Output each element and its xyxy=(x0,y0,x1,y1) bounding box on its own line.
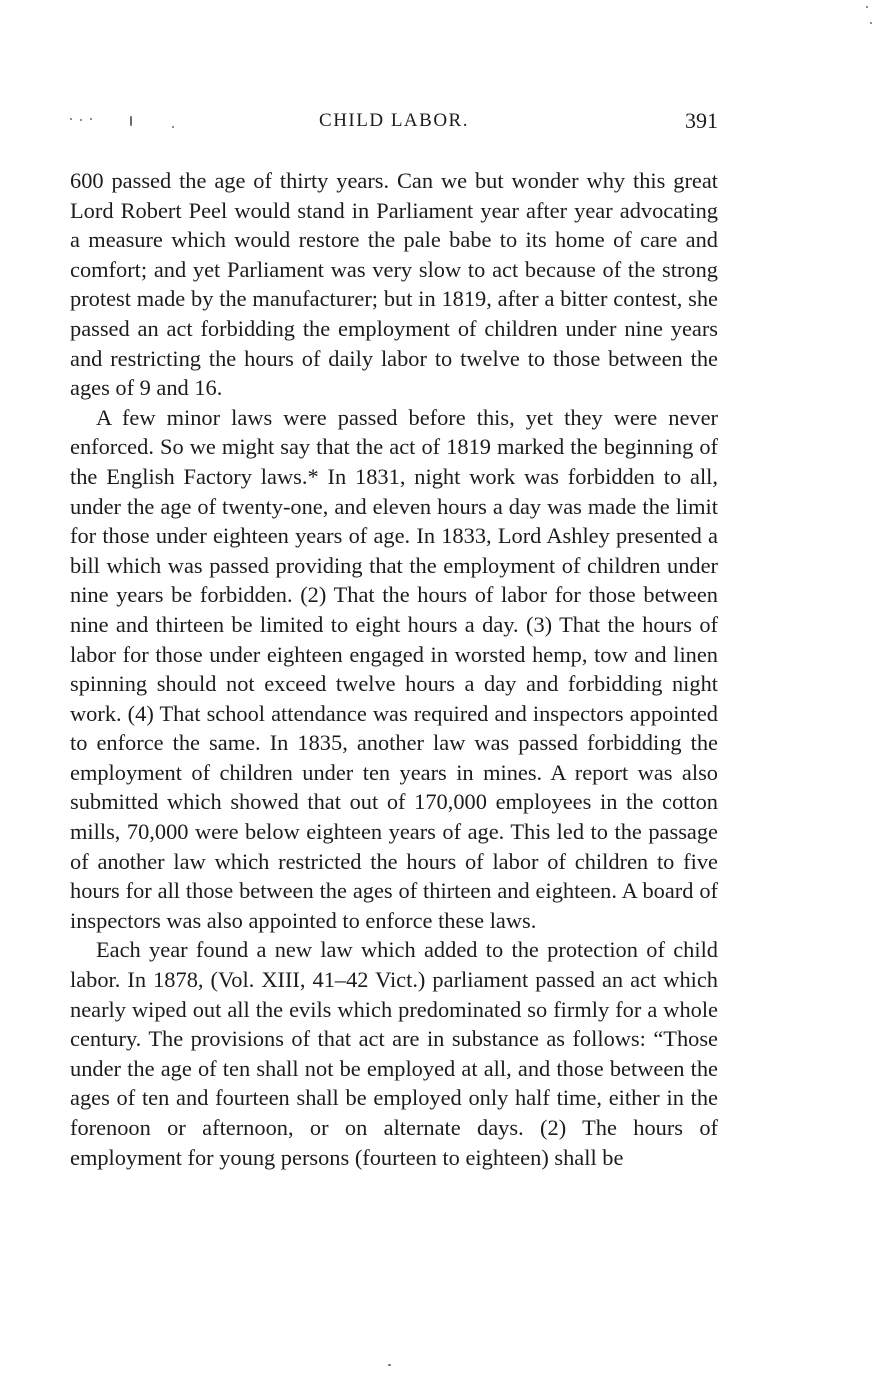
scan-speck xyxy=(90,118,92,120)
running-title: CHILD LABOR. xyxy=(319,110,469,131)
body-text xyxy=(70,166,718,1172)
paragraph-1: 600 passed the age of thirty years. Can we but wonder why this great Lord Robert Peel would stand in Parliament year after year advocating a measure which would restore the pale babe to its home of care and comfort; and yet Parliament was very slow to act because of the strong protest made by the manufacturer; but in 1819, after a bitter contest, she passed an act forbidding the employment of children under nine years and restricting the hours of daily labor to twelve to those between the ages of 9 and 16. xyxy=(70,168,718,401)
paragraph-3: Each year found a new law which added to the protection of child labor. In 1878, (Vol. XIII, 41–42 Vict.) parliament passed an act which nearly wiped out all the evils which predominated so firmly for a whole century. The provisions of that act are in substance as follows: “Those under the age of ten shall not be employed at all, and those between the ages of ten and fourteen shall be employed only half time, either in the forenoon or afternoon, or on alternate days. (2) The hours of employment for young persons (fourteen to eighteen) shall be xyxy=(70,937,718,1170)
scan-speck xyxy=(870,22,872,24)
scan-speck xyxy=(388,1364,391,1366)
paragraph-2: A few minor laws were passed before this, yet they were never enforced. So we might say that the act of 1819 marked the beginning of the English Factory laws.* In 1831, night work was forbidden to all, under the age of twenty-one, and eleven hours a day was made the limit for those under eighteen years of age. In 1833, Lord Ashley presented a bill which was passed providing that the employment of children under nine years be forbidden. (2) That the hours of labor for those between nine and thirteen be limited to eight hours a day. (3) That the hours of labor for those under eighteen engaged in worsted hemp, tow and linen spinning should not exceed twelve hours a day and forbidding night work. (4) That school attendance was required and inspectors appointed to enforce the same. In 1835, another law was passed forbidding the employment of children under ten years in mines. A report was also submitted which showed that out of 170,000 employees in the cotton mills, 70,000 were below eighteen years of age. This led to the passage of another law which restricted the hours of labor of children to five hours for all those between the ages of thirteen and eighteen. A board of inspectors was also appointed to enforce these laws. xyxy=(70,404,718,933)
scan-speck xyxy=(866,6,868,8)
scan-speck xyxy=(172,126,174,128)
running-head xyxy=(70,110,718,140)
page-number: 391 xyxy=(685,108,718,133)
scan-speck xyxy=(130,116,132,126)
scan-speck xyxy=(80,119,82,121)
scan-speck xyxy=(70,118,72,120)
